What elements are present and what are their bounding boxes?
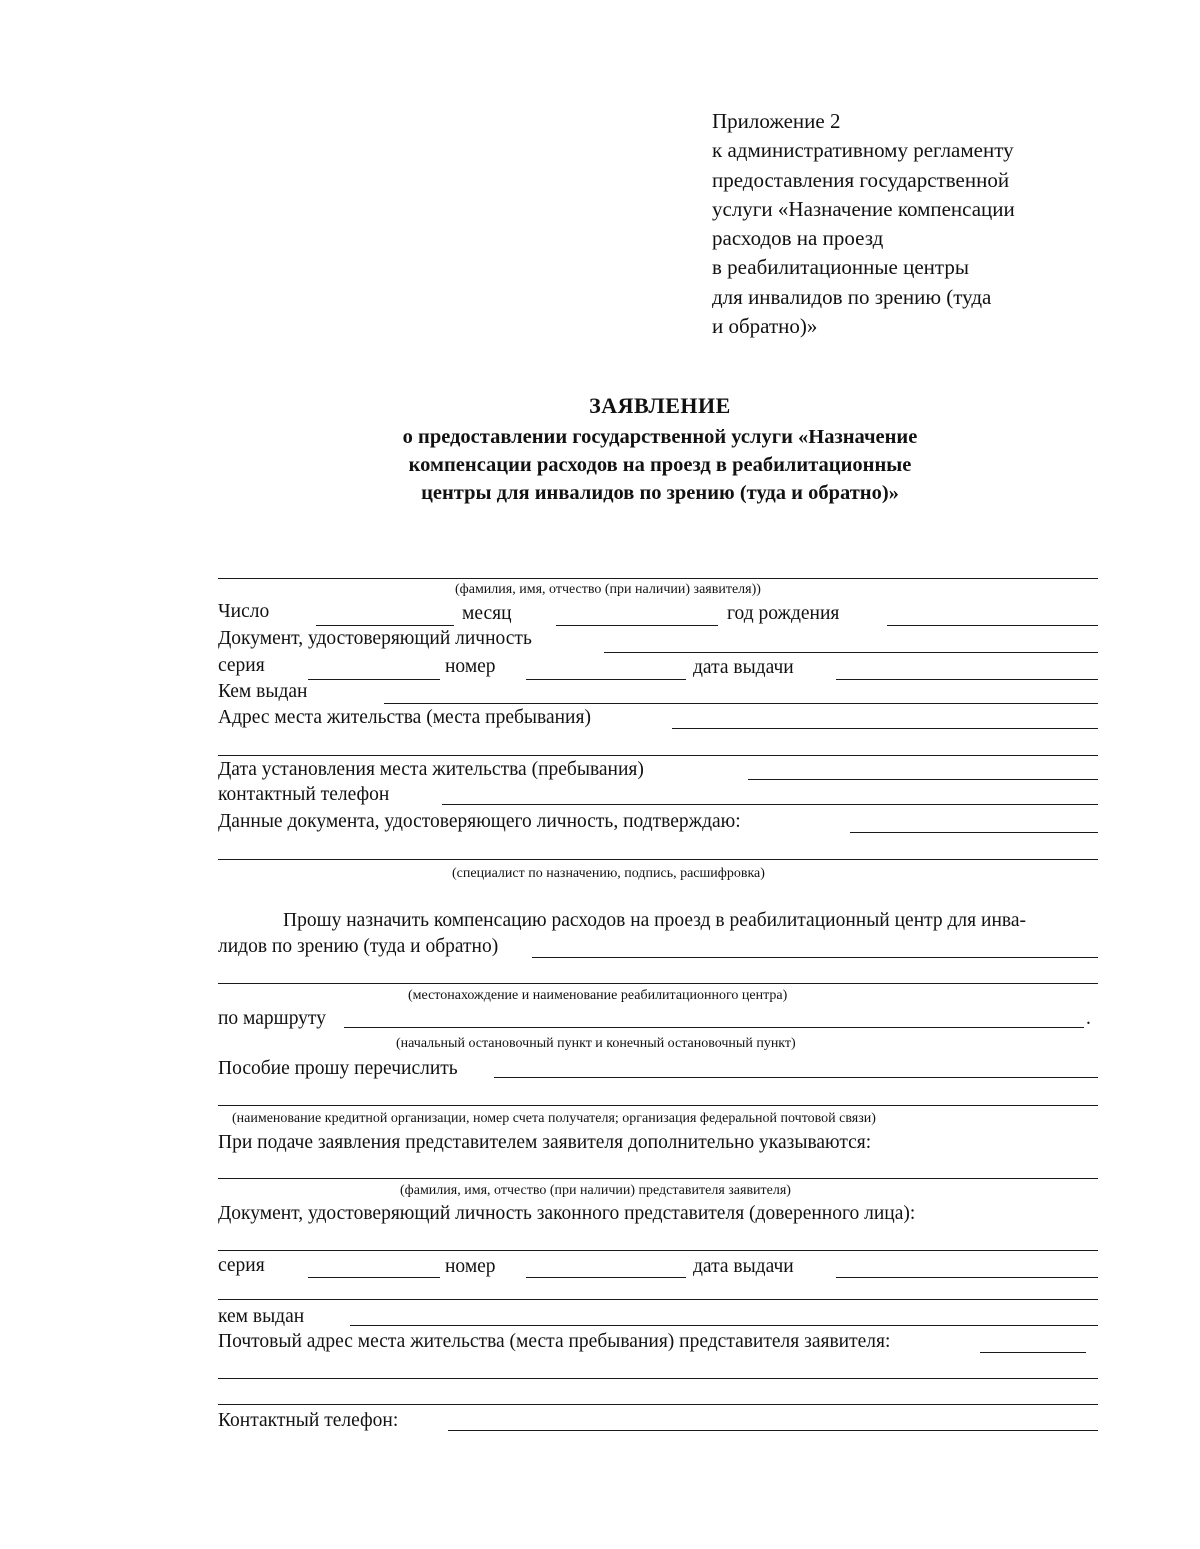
route-field[interactable] (344, 1004, 1084, 1028)
birth-month-field[interactable] (556, 602, 718, 626)
field-label: Кем выдан (218, 681, 308, 702)
field-label: год рождения (727, 603, 840, 624)
representative-postal-address-continued[interactable] (218, 1355, 1098, 1379)
representative-id-extra-field[interactable] (218, 1276, 1098, 1300)
appendix-line: и обратно)» (712, 314, 818, 339)
underline (316, 625, 454, 626)
underline (218, 1178, 1098, 1179)
field-label: Дата установления места жительства (пребывания) (218, 759, 644, 780)
applicant-name-field[interactable] (218, 555, 1098, 579)
underline (748, 779, 1098, 780)
underline (442, 804, 1098, 805)
id-issued-by-field[interactable] (384, 680, 1098, 704)
confirmation-field[interactable] (850, 809, 1098, 833)
request-text: Прошу назначить компенсацию расходов на проезд в реабилитационный центр для инва- (283, 910, 1026, 931)
birth-year-field[interactable] (887, 602, 1098, 626)
request-text: лидов по зрению (туда и обратно) (218, 936, 499, 957)
underline (384, 703, 1098, 704)
section-intro: При подаче заявления представителем заявителя дополнительно указываются: (218, 1132, 872, 1153)
appendix-line: для инвалидов по зрению (туда (712, 284, 992, 309)
underline (850, 832, 1098, 833)
subtitle-line: о предоставлении государственной услуги «Назначение (402, 426, 918, 448)
appendix-line: услуги «Назначение компенсации (712, 196, 1015, 221)
specialist-signature-field[interactable] (218, 836, 1098, 860)
underline (218, 1378, 1098, 1379)
caption: (фамилия, имя, отчество (при наличии) заявителя)) (455, 582, 761, 597)
caption: (специалист по назначению, подпись, расшифровка) (452, 866, 765, 881)
underline (556, 625, 718, 626)
field-label: контактный телефон (218, 784, 390, 805)
field-label: дата выдачи (693, 657, 794, 678)
field-label: серия (218, 1255, 265, 1276)
subtitle-line: компенсации расходов на проезд в реабилитационные (408, 454, 912, 476)
underline (218, 1404, 1098, 1405)
underline (980, 1352, 1086, 1353)
rehab-center-field[interactable] (532, 934, 1098, 958)
underline (218, 578, 1098, 579)
appendix-header (712, 107, 1015, 341)
appendix-line: к административному регламенту (712, 138, 1014, 163)
field-label: дата выдачи (693, 1256, 794, 1277)
field-label: Адрес места жительства (места пребывания) (218, 707, 591, 728)
underline (672, 728, 1098, 729)
underline (218, 1105, 1098, 1106)
appendix-line: в реабилитационные центры (712, 255, 969, 280)
underline (887, 625, 1098, 626)
field-label: номер (445, 1256, 496, 1277)
representative-id-series-field[interactable] (308, 1254, 440, 1278)
field-label: серия (218, 655, 265, 676)
representative-id-document-field[interactable] (218, 1227, 1098, 1251)
caption: (местонахождение и наименование реабилитационного центра) (408, 988, 788, 1003)
field-label: Документ, удостоверяющий личность законного представителя (доверенного лица): (218, 1203, 916, 1224)
field-label: Данные документа, удостоверяющего личность, подтверждаю: (218, 811, 741, 832)
field-label: Пособие прошу перечислить (218, 1058, 458, 1079)
representative-postal-address-continued[interactable] (218, 1381, 1098, 1405)
document-subtitle (0, 423, 1200, 507)
field-label: Контактный телефон: (218, 1410, 399, 1431)
residence-date-field[interactable] (748, 756, 1098, 780)
representative-id-number-field[interactable] (526, 1254, 686, 1278)
caption: (фамилия, имя, отчество (при наличии) представителя заявителя) (400, 1183, 791, 1198)
underline (218, 859, 1098, 860)
route-end-mark: . (1086, 1008, 1091, 1029)
id-issue-date-field[interactable] (836, 656, 1098, 680)
underline (604, 652, 1098, 653)
representative-postal-address-field[interactable] (980, 1329, 1086, 1353)
address-field[interactable] (672, 705, 1098, 729)
transfer-details-field-continued[interactable] (218, 1082, 1098, 1106)
representative-id-issue-date-field[interactable] (836, 1254, 1098, 1278)
field-label: Число (218, 601, 270, 622)
caption: (начальный остановочный пункт и конечный остановочный пункт) (396, 1036, 796, 1051)
field-label: Документ, удостоверяющий личность (218, 628, 532, 649)
underline (448, 1430, 1098, 1431)
underline (494, 1077, 1098, 1078)
id-document-field[interactable] (604, 629, 1098, 653)
appendix-line: расходов на проезд (712, 226, 884, 251)
field-label: кем выдан (218, 1306, 305, 1327)
address-field-continued[interactable] (218, 732, 1098, 756)
field-label: номер (445, 656, 496, 677)
contact-phone-field[interactable] (442, 781, 1098, 805)
representative-phone-field[interactable] (448, 1407, 1098, 1431)
underline (350, 1325, 1098, 1326)
caption: (наименование кредитной организации, номер счета получателя; организация федеральной почтовой связи) (232, 1111, 876, 1126)
field-label: Почтовый адрес места жительства (места пребывания) представителя заявителя: (218, 1331, 891, 1352)
appendix-line: предоставления государственной (712, 167, 1010, 192)
id-number-field[interactable] (526, 656, 686, 680)
field-label: по маршруту (218, 1008, 326, 1029)
birth-day-field[interactable] (316, 602, 454, 626)
document-title: ЗАЯВЛЕНИЕ (589, 393, 731, 418)
subtitle-line: центры для инвалидов по зрению (туда и обратно)» (421, 482, 899, 504)
id-series-field[interactable] (308, 656, 440, 680)
underline (532, 957, 1098, 958)
transfer-details-field[interactable] (494, 1054, 1098, 1078)
underline (344, 1027, 1084, 1028)
underline (218, 1299, 1098, 1300)
appendix-line: Приложение 2 (712, 109, 841, 133)
underline (218, 1250, 1098, 1251)
rehab-center-field-continued[interactable] (218, 960, 1098, 984)
underline (218, 983, 1098, 984)
representative-name-field[interactable] (218, 1155, 1098, 1179)
representative-issued-by-field[interactable] (350, 1302, 1098, 1326)
field-label: месяц (462, 603, 512, 624)
